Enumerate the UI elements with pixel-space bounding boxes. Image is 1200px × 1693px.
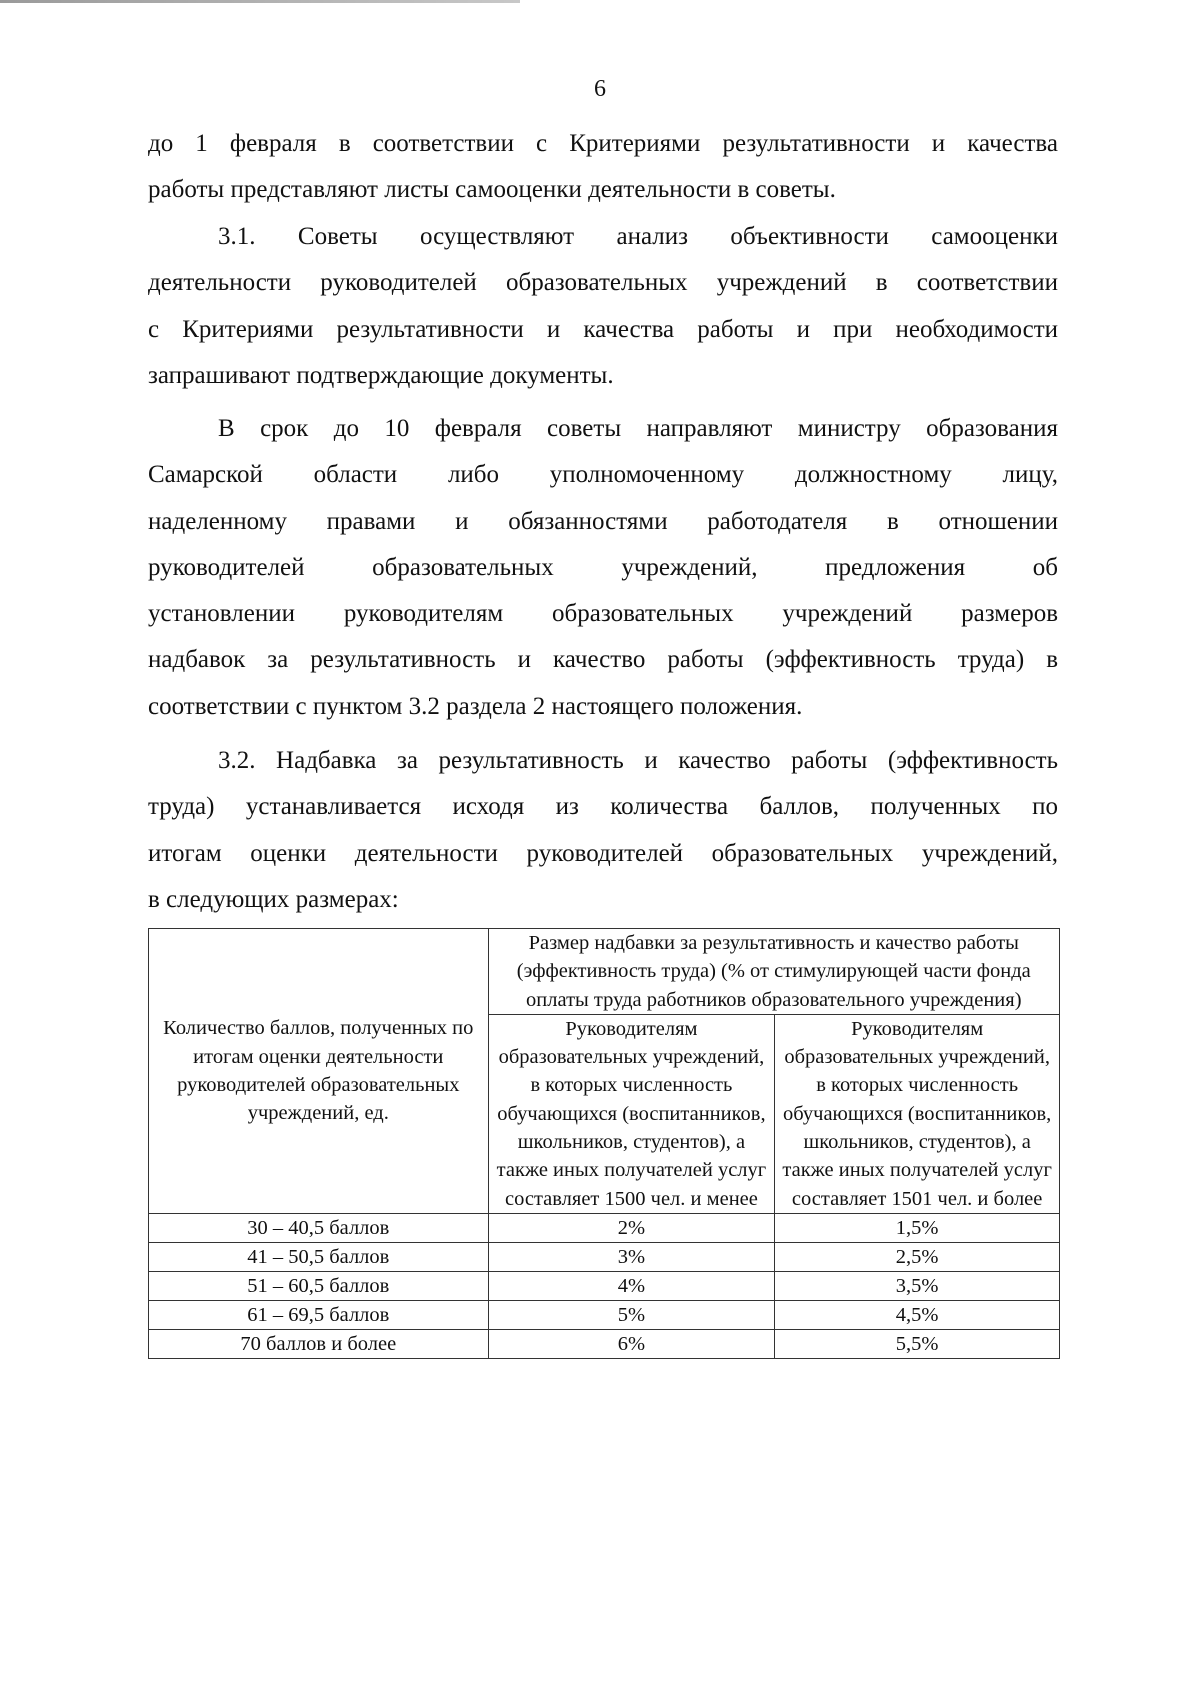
small-bonus-cell: 3%	[488, 1242, 775, 1271]
points-cell: 61 – 69,5 баллов	[149, 1300, 489, 1329]
large-bonus-cell: 3,5%	[775, 1271, 1060, 1300]
paragraph-line: деятельности руководителей образовательных учреждений в соответствии	[148, 269, 1058, 297]
small-bonus-cell: 5%	[488, 1300, 775, 1329]
bonus-group-header: Размер надбавки за результативность и качество работы (эффективность труда) (% от стимулирующей части фонда оплаты труда работников образовательного учреждения)	[488, 929, 1059, 1015]
table-row	[149, 1242, 1060, 1271]
bonus-size-table	[148, 928, 1060, 1359]
paragraph-line: соответствии с пунктом 3.2 раздела 2 настоящего положения.	[148, 692, 803, 720]
paragraph-line: 3.2. Надбавка за результативность и качество работы (эффективность	[218, 747, 1058, 774]
paragraph-line: надбавок за результативность и качество работы (эффективность труда) в	[148, 646, 1058, 674]
table-row	[149, 1271, 1060, 1300]
large-bonus-cell: 2,5%	[775, 1242, 1060, 1271]
paragraph-line: до 1 февраля в соответствии с Критериями результативности и качества	[148, 130, 1058, 157]
large-institution-column-header: Руководителям образовательных учреждений, в которых численность обучающихся (воспитанников, школьников, студентов), а также иных получателей услуг составляет 1501 чел. и более	[775, 1014, 1060, 1213]
page-number: 6	[594, 76, 606, 102]
table-row	[149, 1213, 1060, 1242]
large-bonus-cell: 5,5%	[775, 1329, 1060, 1358]
paragraph-3-2	[148, 738, 1058, 923]
large-bonus-cell: 1,5%	[775, 1213, 1060, 1242]
points-cell: 70 баллов и более	[149, 1329, 489, 1358]
table-header-row	[149, 929, 1060, 1015]
points-cell: 51 – 60,5 баллов	[149, 1271, 489, 1300]
paragraph-line: в следующих размерах:	[148, 885, 399, 913]
paragraph-continuation	[148, 121, 1058, 214]
small-bonus-cell: 2%	[488, 1213, 775, 1242]
paragraph-line: запрашивают подтверждающие документы.	[148, 361, 614, 389]
small-bonus-cell: 6%	[488, 1329, 775, 1358]
small-institution-column-header: Руководителям образовательных учреждений, в которых численность обучающихся (воспитанников, школьников, студентов), а также иных получателей услуг составляет 1500 чел. и менее	[488, 1014, 775, 1213]
paragraph-line: Самарской области либо уполномоченному должностному лицу,	[148, 461, 1058, 489]
paragraph-line: руководителей образовательных учреждений, предложения об	[148, 553, 1058, 581]
paragraph-line: наделенному правами и обязанностями работодателя в отношении	[148, 507, 1058, 535]
scan-edge-line	[0, 0, 520, 3]
paragraph-line: с Критериями результативности и качества работы и при необходимости	[148, 315, 1058, 343]
points-cell: 41 – 50,5 баллов	[149, 1242, 489, 1271]
paragraph-line: работы представляют листы самооценки деятельности в советы.	[148, 176, 836, 204]
points-cell: 30 – 40,5 баллов	[149, 1213, 489, 1242]
paragraph-deadline	[148, 406, 1058, 730]
large-bonus-cell: 4,5%	[775, 1300, 1060, 1329]
paragraph-line: установлении руководителям образовательных учреждений размеров	[148, 600, 1058, 628]
table-row	[149, 1300, 1060, 1329]
paragraph-line: труда) устанавливается исходя из количества баллов, полученных по	[148, 793, 1058, 821]
points-column-header: Количество баллов, полученных по итогам оценки деятельности руководителей образовательных учреждений, ед.	[149, 929, 489, 1214]
small-bonus-cell: 4%	[488, 1271, 775, 1300]
table-row	[149, 1329, 1060, 1358]
paragraph-line: 3.1. Советы осуществляют анализ объективности самооценки	[218, 223, 1058, 250]
paragraph-line: В срок до 10 февраля советы направляют министру образования	[218, 415, 1058, 442]
paragraph-3-1	[148, 214, 1058, 399]
paragraph-line: итогам оценки деятельности руководителей образовательных учреждений,	[148, 839, 1058, 867]
